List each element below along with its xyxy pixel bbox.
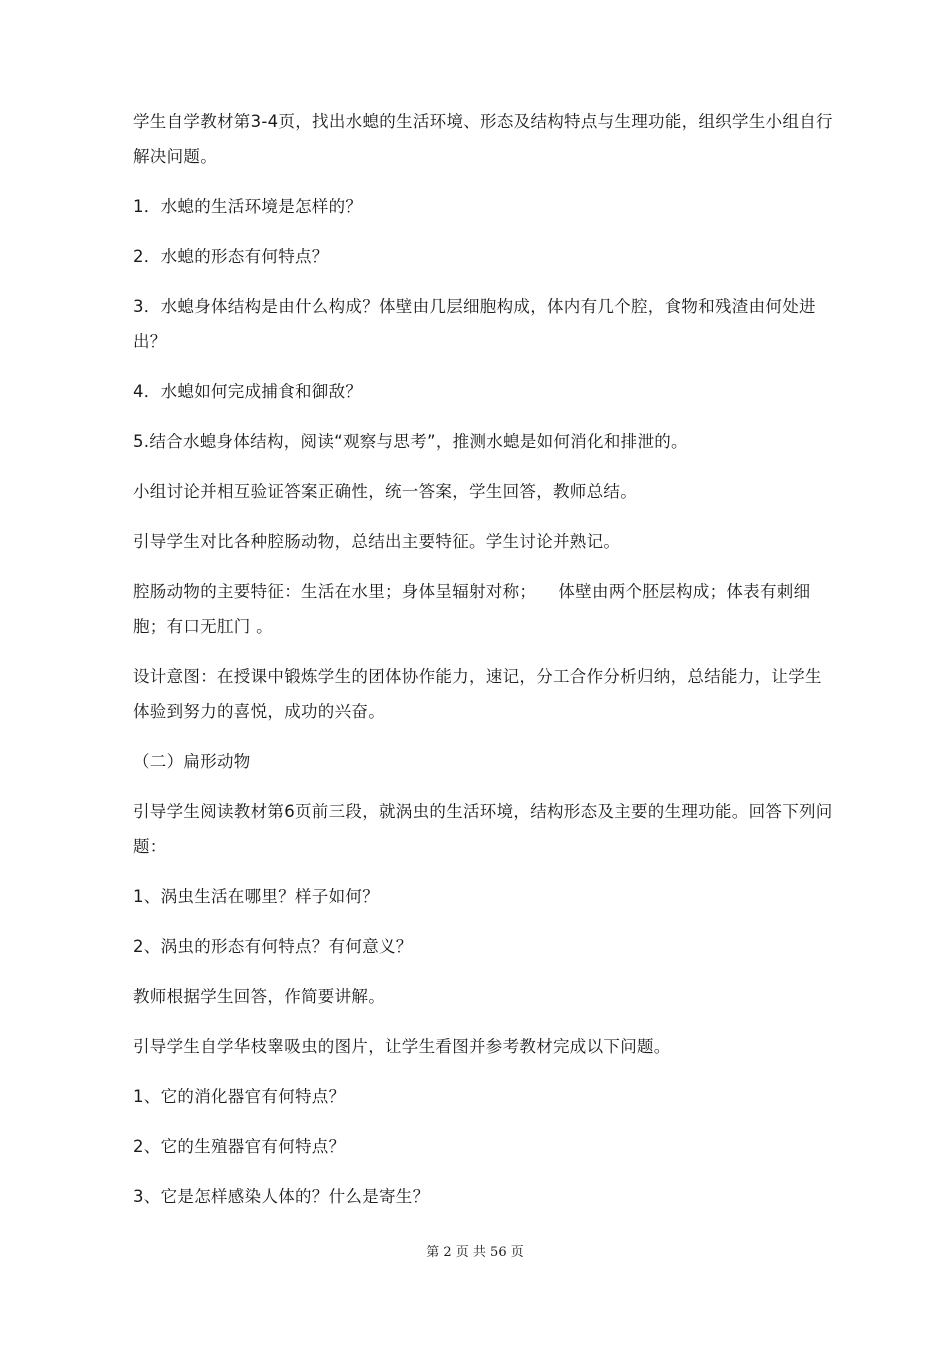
paragraph-guide: 引导学生对比各种腔肠动物，总结出主要特征。学生讨论并熟记。 [133,532,621,551]
document-body [133,104,833,1229]
paragraph-teacher-explain: 教师根据学生回答，作简要讲解。 [133,987,385,1006]
paragraph-discussion: 小组讨论并相互验证答案正确性，统一答案，学生回答，教师总结。 [133,482,637,501]
page-footer: 第 2 页 共 56 页 [426,1245,524,1260]
paragraph-features: 腔肠动物的主要特征：生活在水里；身体呈辐射对称； 体壁由两个胚层构成；体表有刺细胞；有口无肛门 。 [133,582,811,636]
question-2: 2．水螅的形态有何特点？ [133,247,329,266]
question-1: 1．水螅的生活环境是怎样的？ [133,197,363,216]
paragraph-design-intent: 设计意图：在授课中锻炼学生的团体协作能力，速记，分工合作分析归纳，总结能力，让学生体验到努力的喜悦，成功的兴奋。 [133,667,822,721]
paragraph-intro: 学生自学教材第3-4页，找出水螅的生活环境、形态及结构特点与生理功能，组织学生小组自行解决问题。 [133,112,833,166]
flatworm-question-1: 1、涡虫生活在哪里？样子如何？ [133,887,379,906]
paragraph-reading-guide: 引导学生阅读教材第6页前三段，就涡虫的生活环境，结构形态及主要的生理功能。回答下列问题： [133,802,833,856]
paragraph-fluke-guide: 引导学生自学华枝睾吸虫的图片，让学生看图并参考教材完成以下问题。 [133,1037,671,1056]
fluke-question-3: 3、它是怎样感染人体的？什么是寄生？ [133,1187,430,1206]
question-4: 4．水螅如何完成捕食和御敌？ [133,382,363,401]
section-heading: （二）扁形动物 [133,752,251,771]
fluke-question-1: 1、它的消化器官有何特点？ [133,1087,346,1106]
fluke-question-2: 2、它的生殖器官有何特点？ [133,1137,346,1156]
question-3: 3．水螅身体结构是由什么构成？体壁由几层细胞构成，体内有几个腔，食物和残渣由何处进出？ [133,297,816,351]
question-5: 5.结合水螅身体结构，阅读“观察与思考”，推测水螅是如何消化和排泄的。 [133,432,688,451]
flatworm-question-2: 2、涡虫的形态有何特点？有何意义？ [133,937,413,956]
